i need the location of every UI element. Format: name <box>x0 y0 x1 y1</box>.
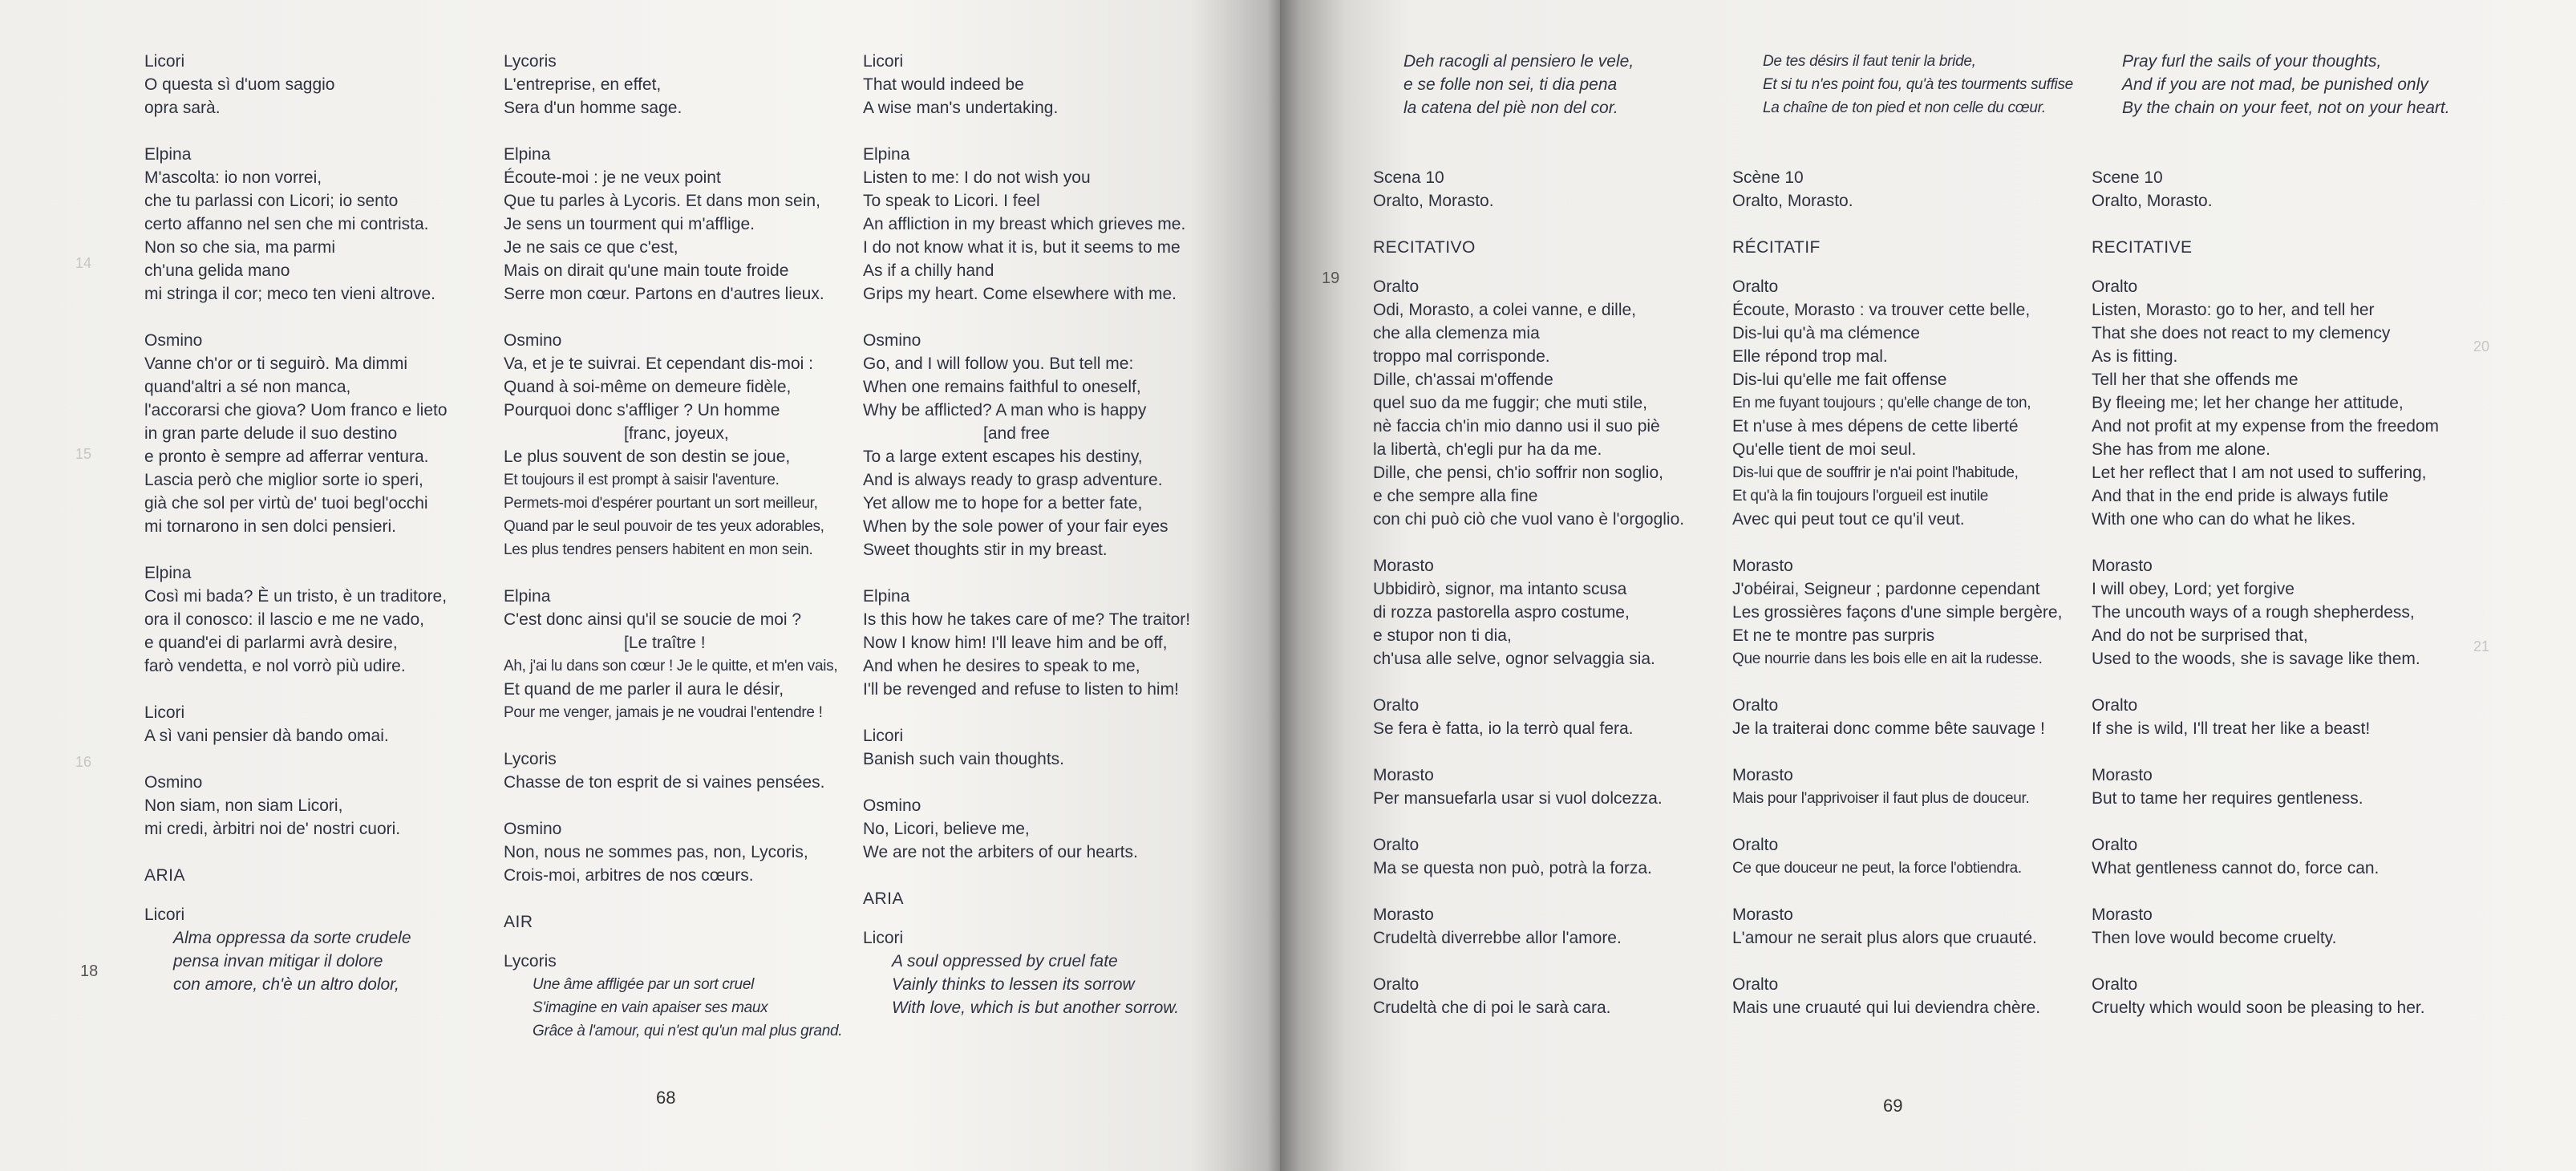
speech-block <box>863 50 1216 120</box>
speech-block <box>504 950 849 1043</box>
text-line: Se fera è fatta, io la terrò qual fera. <box>1373 719 1634 738</box>
text-line: Is this how he takes care of me? The traitor! <box>863 610 1191 629</box>
text-line: Ma se questa non può, potrà la forza. <box>1373 859 1652 877</box>
text-line: con chi può ciò che vuol vano è l'orgoglio. <box>1373 510 1685 529</box>
aria-verse <box>2092 50 2450 120</box>
text-line: Je sens un tourment qui m'afflige. <box>504 215 755 233</box>
text-line: Chasse de ton esprit de si vaines pensées. <box>504 773 825 792</box>
text-line: quel suo da me fuggir; che muti stile, <box>1373 394 1648 412</box>
speaker-name: Oralto <box>1732 696 1779 715</box>
speech-block <box>1732 554 2077 671</box>
speech-block <box>504 585 849 724</box>
text-line: Used to the woods, she is savage like them. <box>2092 650 2420 668</box>
text-line: Dis-lui que de souffrir je n'ai point l'habitude, <box>1732 464 2019 481</box>
text-line: farò vendetta, e nol vorrò più udire. <box>144 657 406 675</box>
text-line: Per mansuefarla usar si vuol dolcezza. <box>1373 789 1663 808</box>
text-line: And is always ready to grasp adventure. <box>863 471 1163 489</box>
scene-title: Scene 10 <box>2092 168 2163 187</box>
text-line: [franc, joyeux, <box>624 424 729 443</box>
section-heading: RECITATIVO <box>1373 238 1476 257</box>
text-line: By fleeing me; let her change her attitude, <box>2092 394 2404 412</box>
text-line: già che sol per virtù de' tuoi begl'occhi <box>144 494 428 513</box>
speaker-name: Morasto <box>1373 766 1434 784</box>
text-line: Non so che sia, ma parmi <box>144 238 336 257</box>
speech-block <box>1732 833 2077 880</box>
scene-cast: Oralto, Morasto. <box>2092 192 2213 210</box>
text-line: Je ne sais ce que c'est, <box>504 238 678 257</box>
text-line: C'est donc ainsi qu'il se soucie de moi ? <box>504 610 802 629</box>
margin-number: 15 <box>75 446 92 462</box>
scene-cast: Oralto, Morasto. <box>1732 192 1853 210</box>
scene-heading <box>1732 166 2077 213</box>
text-line: I will obey, Lord; yet forgive <box>2092 580 2295 598</box>
speech-block <box>2092 554 2444 671</box>
text-line: A sì vani pensier dà bando omai. <box>144 727 389 745</box>
text-line: Banish such vain thoughts. <box>863 750 1064 768</box>
text-line: No, Licori, believe me, <box>863 820 1030 838</box>
speech-block <box>1732 275 2077 531</box>
speaker-name: Licori <box>144 52 185 71</box>
verse-line: La chaîne de ton pied et non celle du cœur. <box>1763 99 2046 116</box>
speaker-name: Licori <box>863 727 904 745</box>
text-line: Now I know him! I'll leave him and be off, <box>863 634 1168 652</box>
text-line: When by the sole power of your fair eyes <box>863 517 1169 536</box>
section-heading: ARIA <box>863 889 905 908</box>
text-line: Sera d'un homme sage. <box>504 99 682 117</box>
text-line: M'ascolta: io non vorrei, <box>144 168 322 187</box>
speaker-name: Elpina <box>504 587 551 606</box>
right-page <box>1280 0 2576 1171</box>
text-line: Ubbidirò, signor, ma intanto scusa <box>1373 580 1627 598</box>
speaker-name: Morasto <box>2092 557 2153 575</box>
text-line: And that in the end pride is always futile <box>2092 487 2389 505</box>
text-line: Non siam, non siam Licori, <box>144 796 343 815</box>
text-line: di rozza pastorella aspro costume, <box>1373 603 1630 622</box>
scene-heading <box>2092 166 2444 213</box>
speech-block <box>144 701 481 748</box>
text-line: But to tame her requires gentleness. <box>2092 789 2363 808</box>
text-line: nè faccia ch'in mio danno usi il suo piè <box>1373 417 1660 436</box>
speaker-name: Oralto <box>1373 975 1420 994</box>
speech-block <box>1732 764 2077 810</box>
text-line: We are not the arbiters of our hearts. <box>863 843 1138 861</box>
text-line: She has from me alone. <box>2092 440 2270 459</box>
speaker-name: Licori <box>863 52 904 71</box>
section-heading: RECITATIVE <box>2092 238 2193 257</box>
speaker-name: Oralto <box>1373 836 1420 854</box>
text-line: Écoute, Morasto : va trouver cette belle, <box>1732 301 2031 319</box>
aria-verse <box>504 973 849 1043</box>
text-line: Pour me venger, jamais je ne voudrai l'entendre ! <box>504 704 823 721</box>
text-line: If she is wild, I'll treat her like a beast! <box>2092 719 2371 738</box>
speech-block <box>1373 275 1710 531</box>
text-line: Va, et je te suivrai. Et cependant dis-moi : <box>504 355 813 373</box>
scene-cast: Oralto, Morasto. <box>1373 192 1494 210</box>
text-line: As if a chilly hand <box>863 261 994 280</box>
speaker-name: Osmino <box>504 331 562 350</box>
text-line: That would indeed be <box>863 75 1024 94</box>
speech-block <box>1373 903 1710 950</box>
scene-heading <box>1373 166 1710 213</box>
verse-line: e se folle non sei, ti dia pena <box>1403 75 1618 94</box>
text-line: Quand à soi-même on demeure fidèle, <box>504 378 792 396</box>
section-heading: RÉCITATIF <box>1732 238 1821 257</box>
speaker-name: Morasto <box>1732 906 1793 924</box>
speaker-name: Osmino <box>504 820 562 838</box>
speech-block <box>863 887 1216 910</box>
text-line: Dis-lui qu'elle me fait offense <box>1732 371 1947 389</box>
speech-block <box>1732 236 2077 259</box>
left-page <box>0 0 1280 1171</box>
margin-number: 16 <box>75 754 92 770</box>
speaker-name: Morasto <box>2092 766 2153 784</box>
text-line: e pronto è sempre ad afferrar ventura. <box>144 448 429 466</box>
text-line: Lascia però che miglior sorte io speri, <box>144 471 423 489</box>
text-line: A wise man's undertaking. <box>863 99 1059 117</box>
text-line: And do not be surprised that, <box>2092 626 2308 645</box>
speaker-name: Osmino <box>863 331 921 350</box>
text-line: Yet allow me to hope for a better fate, <box>863 494 1143 513</box>
text-line: Tell her that she offends me <box>2092 371 2299 389</box>
text-line: An affliction in my breast which grieves me. <box>863 215 1186 233</box>
text-line: When one remains faithful to oneself, <box>863 378 1141 396</box>
text-line: Permets-moi d'espérer pourtant un sort meilleur, <box>504 495 818 512</box>
speaker-name: Lycoris <box>504 750 557 768</box>
text-line: Vanne ch'or or ti seguirò. Ma dimmi <box>144 355 408 373</box>
text-line: With one who can do what he likes. <box>2092 510 2356 529</box>
text-line: certo affanno nel sen che mi contrista. <box>144 215 429 233</box>
speech-block <box>144 561 481 678</box>
text-line: Et qu'à la fin toujours l'orgueil est inutile <box>1732 488 1989 504</box>
speech-block <box>504 910 849 934</box>
text-line: ch'una gelida mano <box>144 261 290 280</box>
speaker-name: Elpina <box>144 145 192 164</box>
text-line: Mais on dirait qu'une main toute froide <box>504 261 789 280</box>
speech-block <box>863 926 1216 1019</box>
text-line: That she does not react to my clemency <box>2092 324 2391 342</box>
verse-line: con amore, ch'è un altro dolor, <box>173 975 399 994</box>
speaker-name: Oralto <box>2092 975 2138 994</box>
speech-block <box>2092 764 2444 810</box>
page-number: 69 <box>1883 1096 1903 1116</box>
italian-column <box>1373 50 1710 1043</box>
text-line: mi tornarono in sen dolci pensieri. <box>144 517 396 536</box>
text-line: Ah, j'ai lu dans son cœur ! Je le quitte, et m'en vais, <box>504 658 838 675</box>
text-line: I'll be revenged and refuse to listen to him! <box>863 680 1179 699</box>
speech-block <box>144 143 481 306</box>
verse-line: Grâce à l'amour, qui n'est qu'un mal plus grand. <box>533 1023 843 1039</box>
verse-line: Alma oppressa da sorte crudele <box>173 929 411 947</box>
text-line: Mais pour l'apprivoiser il faut plus de douceur. <box>1732 790 2030 807</box>
text-line: Et ne te montre pas surpris <box>1732 626 1935 645</box>
speaker-name: Licori <box>863 929 904 947</box>
text-line: En me fuyant toujours ; qu'elle change de ton, <box>1732 395 2031 411</box>
speaker-name: Morasto <box>1373 557 1434 575</box>
verse-line: Et si tu n'es point fou, qu'à tes tourments suffise <box>1763 76 2073 93</box>
text-line: [Le traître ! <box>624 634 706 652</box>
aria-verse <box>863 950 1216 1019</box>
speaker-name: Elpina <box>863 145 910 164</box>
text-line: Et n'use à mes dépens de cette liberté <box>1732 417 2019 436</box>
text-line: To a large extent escapes his destiny, <box>863 448 1143 466</box>
speaker-name: Elpina <box>144 564 192 582</box>
verse-line: With love, which is but another sorrow. <box>892 999 1180 1017</box>
speech-block <box>863 794 1216 864</box>
speaker-name: Oralto <box>1732 836 1779 854</box>
scene-title: Scène 10 <box>1732 168 1804 187</box>
speech-block <box>504 748 849 794</box>
text-line: Avec qui peut tout ce qu'il veut. <box>1732 510 1965 529</box>
speech-block <box>1373 554 1710 671</box>
text-line: mi stringa il cor; meco ten vieni altrove. <box>144 285 435 303</box>
text-line: The uncouth ways of a rough shepherdess, <box>2092 603 2415 622</box>
speech-block <box>863 585 1216 701</box>
speech-block <box>1373 236 1710 259</box>
speech-block <box>504 143 849 306</box>
text-line: Crudeltà diverrebbe allor l'amore. <box>1373 929 1622 947</box>
speech-block <box>1373 833 1710 880</box>
text-line: J'obéirai, Seigneur ; pardonne cependant <box>1732 580 2040 598</box>
speech-block <box>2092 275 2444 531</box>
speech-block <box>144 50 481 120</box>
speaker-name: Licori <box>144 906 185 924</box>
speaker-name: Oralto <box>1373 696 1420 715</box>
aria-verse <box>1732 50 2077 120</box>
speech-block <box>144 329 481 538</box>
text-line: Grips my heart. Come elsewhere with me. <box>863 285 1177 303</box>
text-line: O questa sì d'uom saggio <box>144 75 335 94</box>
speech-block <box>1732 973 2077 1019</box>
speech-block <box>863 329 1216 561</box>
text-line: mi credi, àrbitri noi de' nostri cuori. <box>144 820 401 838</box>
scene-title: Scena 10 <box>1373 168 1444 187</box>
text-line: Qu'elle tient de moi seul. <box>1732 440 1917 459</box>
speech-block <box>2092 236 2444 259</box>
text-line: Pourquoi donc s'affliger ? Un homme <box>504 401 780 419</box>
speech-block <box>504 329 849 561</box>
text-line: Sweet thoughts stir in my breast. <box>863 541 1108 559</box>
speaker-name: Morasto <box>2092 906 2153 924</box>
verse-line: la catena del piè non del cor. <box>1403 99 1618 117</box>
speaker-name: Oralto <box>2092 836 2138 854</box>
speech-block <box>1373 973 1710 1019</box>
text-line: Le plus souvent de son destin se joue, <box>504 448 791 466</box>
verse-line: Vainly thinks to lessen its sorrow <box>892 975 1135 994</box>
speaker-name: Oralto <box>1373 278 1420 296</box>
page-number: 68 <box>656 1088 676 1108</box>
text-line: And not profit at my expense from the freedom <box>2092 417 2440 436</box>
text-line: e stupor non ti dia, <box>1373 626 1512 645</box>
verse-line: And if you are not mad, be punished only <box>2122 75 2428 94</box>
margin-number: 20 <box>2473 338 2490 355</box>
speaker-name: Lycoris <box>504 52 557 71</box>
text-line: To speak to Licori. I feel <box>863 192 1040 210</box>
speaker-name: Elpina <box>504 145 551 164</box>
margin-number: 21 <box>2473 638 2490 654</box>
text-line: che tu parlassi con Licori; io sento <box>144 192 399 210</box>
text-line: l'accorarsi che giova? Uom franco e lieto <box>144 401 448 419</box>
speech-block <box>144 864 481 887</box>
text-line: Quand par le seul pouvoir de tes yeux adorables, <box>504 518 824 535</box>
english-column <box>863 50 1216 1043</box>
speech-block <box>1373 764 1710 810</box>
speaker-name: Osmino <box>144 331 203 350</box>
text-line: And when he desires to speak to me, <box>863 657 1140 675</box>
text-line: As is fitting. <box>2092 347 2178 366</box>
text-line: Les plus tendres pensers habitent en mon sein. <box>504 541 813 558</box>
verse-line: S'imagine en vain apaiser ses maux <box>533 999 768 1016</box>
speaker-name: Morasto <box>1732 766 1793 784</box>
speaker-name: Oralto <box>2092 696 2138 715</box>
text-line: Mais une cruauté qui lui deviendra chère. <box>1732 999 2041 1017</box>
text-line: Et quand de me parler il aura le désir, <box>504 680 784 699</box>
text-line: Serre mon cœur. Partons en d'autres lieux. <box>504 285 824 303</box>
section-heading: ARIA <box>144 866 186 885</box>
text-line: Et toujours il est prompt à saisir l'aventure. <box>504 472 780 488</box>
italian-column <box>144 50 481 1019</box>
speech-block <box>2092 833 2444 880</box>
speaker-name: Osmino <box>144 773 203 792</box>
text-line: quand'altri a sé non manca, <box>144 378 351 396</box>
text-line: Crois-moi, arbitres de nos cœurs. <box>504 866 754 885</box>
text-line: [and free <box>983 424 1050 443</box>
text-line: Odi, Morasto, a colei vanne, e dille, <box>1373 301 1637 319</box>
text-line: Que tu parles à Lycoris. Et dans mon sein, <box>504 192 820 210</box>
text-line: Elle répond trop mal. <box>1732 347 1888 366</box>
speaker-name: Morasto <box>1373 906 1434 924</box>
text-line: Listen, Morasto: go to her, and tell her <box>2092 301 2375 319</box>
speech-block <box>1732 903 2077 950</box>
text-line: Ce que douceur ne peut, la force l'obtiendra. <box>1732 860 2022 877</box>
speech-block <box>2092 973 2444 1019</box>
verse-line: By the chain on your feet, not on your heart. <box>2122 99 2450 117</box>
text-line: la libertà, ch'egli pur ha da me. <box>1373 440 1602 459</box>
text-line: opra sarà. <box>144 99 221 117</box>
text-line: in gran parte delude il suo destino <box>144 424 398 443</box>
track-marker: 18 <box>80 962 99 980</box>
verse-line: Deh racogli al pensiero le vele, <box>1403 52 1634 71</box>
text-line: Écoute-moi : je ne veux point <box>504 168 721 187</box>
text-line: Les grossières façons d'une simple bergère, <box>1732 603 2063 622</box>
text-line: Dille, che pensi, ch'io soffrir non soglio, <box>1373 464 1663 482</box>
text-line: Que nourrie dans les bois elle en ait la rudesse. <box>1732 650 2043 667</box>
speaker-name: Lycoris <box>504 952 557 970</box>
section-heading: AIR <box>504 913 533 931</box>
text-line: Cruelty which would soon be pleasing to her. <box>2092 999 2425 1017</box>
text-line: troppo mal corrisponde. <box>1373 347 1550 366</box>
verse-line: Une âme affligée par un sort cruel <box>533 976 755 993</box>
text-line: Je la traiterai donc comme bête sauvage ! <box>1732 719 2045 738</box>
text-line: Go, and I will follow you. But tell me: <box>863 355 1134 373</box>
aria-verse <box>144 926 481 996</box>
text-line: L'amour ne serait plus alors que cruauté. <box>1732 929 2037 947</box>
speaker-name: Oralto <box>1732 278 1779 296</box>
aria-verse <box>1373 50 1710 120</box>
verse-line: A soul oppressed by cruel fate <box>892 952 1118 970</box>
speaker-name: Osmino <box>863 796 921 815</box>
french-column <box>1732 50 2077 1043</box>
text-line: I do not know what it is, but it seems to me <box>863 238 1181 257</box>
verse-line: pensa invan mitigar il dolore <box>173 952 383 970</box>
text-line: ora il conosco: il lascio e me ne vado, <box>144 610 425 629</box>
speech-block <box>144 903 481 996</box>
speaker-name: Oralto <box>1732 975 1779 994</box>
text-line: Dis-lui qu'à ma clémence <box>1732 324 1920 342</box>
speech-block <box>504 50 849 120</box>
speech-block <box>863 724 1216 771</box>
speaker-name: Licori <box>144 703 185 722</box>
speech-block <box>504 817 849 887</box>
speaker-name: Morasto <box>1732 557 1793 575</box>
track-marker: 19 <box>1322 269 1340 287</box>
text-line: Non, nous ne sommes pas, non, Lycoris, <box>504 843 808 861</box>
text-line: che alla clemenza mia <box>1373 324 1540 342</box>
speech-block <box>863 143 1216 306</box>
margin-number: 14 <box>75 255 92 271</box>
text-line: What gentleness cannot do, force can. <box>2092 859 2380 877</box>
text-line: Why be afflicted? A man who is happy <box>863 401 1147 419</box>
text-line: Così mi bada? È un tristo, è un traditore, <box>144 587 448 606</box>
speaker-name: Elpina <box>863 587 910 606</box>
text-line: L'entreprise, en effet, <box>504 75 662 94</box>
french-column <box>504 50 849 1066</box>
speech-block <box>1373 694 1710 740</box>
speech-block <box>1732 694 2077 740</box>
text-line: Then love would become cruelty. <box>2092 929 2337 947</box>
text-line: ch'usa alle selve, ognor selvaggia sia. <box>1373 650 1655 668</box>
speech-block <box>2092 903 2444 950</box>
verse-line: Pray furl the sails of your thoughts, <box>2122 52 2382 71</box>
speech-block <box>2092 694 2444 740</box>
english-column <box>2092 50 2450 1043</box>
verse-line: De tes désirs il faut tenir la bride, <box>1763 53 1976 70</box>
text-line: Listen to me: I do not wish you <box>863 168 1091 187</box>
speech-block <box>144 771 481 841</box>
text-line: Dille, ch'assai m'offende <box>1373 371 1553 389</box>
text-line: Let her reflect that I am not used to suffering, <box>2092 464 2427 482</box>
text-line: e che sempre alla fine <box>1373 487 1538 505</box>
text-line: e quand'ei di parlarmi avrà desire, <box>144 634 398 652</box>
text-line: Crudeltà che di poi le sarà cara. <box>1373 999 1611 1017</box>
speaker-name: Oralto <box>2092 278 2138 296</box>
